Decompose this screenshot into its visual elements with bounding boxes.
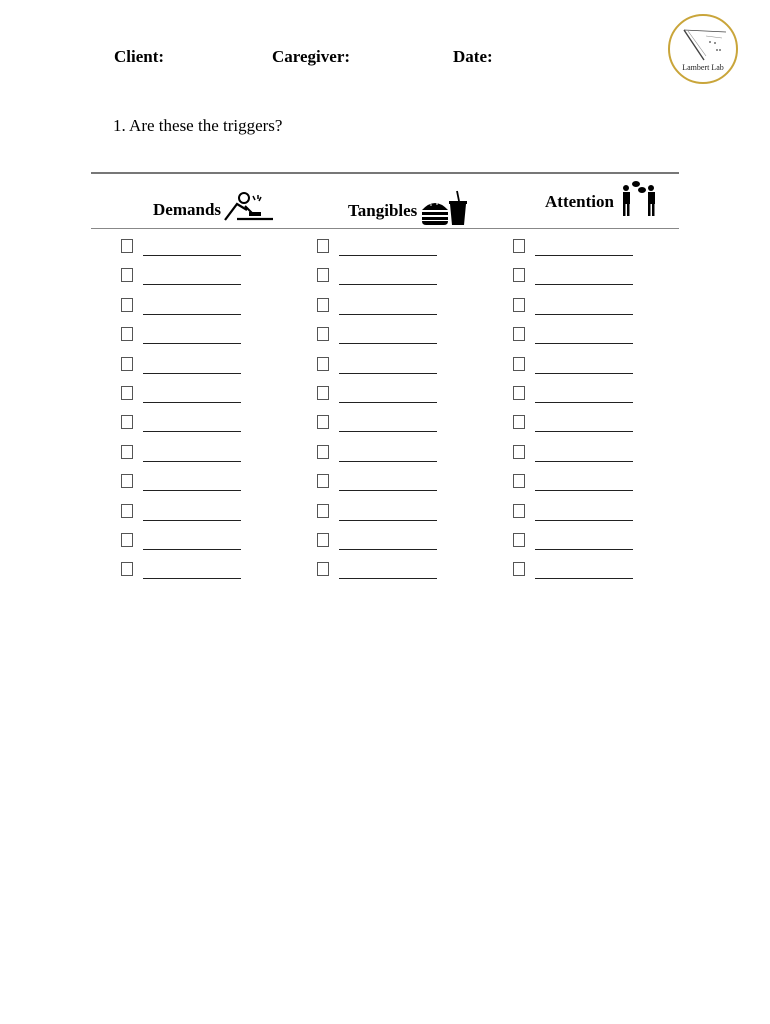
demands-trigger-blank-line[interactable] bbox=[143, 255, 241, 256]
demands-trigger-row bbox=[121, 445, 261, 474]
tangibles-trigger-checkbox[interactable] bbox=[317, 533, 329, 547]
demands-trigger-row bbox=[121, 504, 261, 533]
tangibles-trigger-checkbox[interactable] bbox=[317, 445, 329, 459]
attention-trigger-row bbox=[513, 562, 653, 591]
demands-trigger-checkbox[interactable] bbox=[121, 386, 133, 400]
tangibles-trigger-checkbox[interactable] bbox=[317, 415, 329, 429]
demands-trigger-blank-line[interactable] bbox=[143, 343, 241, 344]
attention-trigger-blank-line[interactable] bbox=[535, 314, 633, 315]
demands-trigger-row bbox=[121, 357, 261, 386]
tangibles-trigger-blank-line[interactable] bbox=[339, 284, 437, 285]
demands-trigger-row bbox=[121, 533, 261, 562]
tangibles-trigger-blank-line[interactable] bbox=[339, 461, 437, 462]
tangibles-trigger-blank-line[interactable] bbox=[339, 578, 437, 579]
attention-trigger-blank-line[interactable] bbox=[535, 431, 633, 432]
demands-trigger-row bbox=[121, 327, 261, 356]
attention-trigger-row bbox=[513, 357, 653, 386]
demands-trigger-row bbox=[121, 415, 261, 444]
demands-trigger-checkbox[interactable] bbox=[121, 445, 133, 459]
demands-trigger-blank-line[interactable] bbox=[143, 461, 241, 462]
tangibles-trigger-row bbox=[317, 562, 457, 591]
attention-trigger-blank-line[interactable] bbox=[535, 402, 633, 403]
tangibles-trigger-checkbox[interactable] bbox=[317, 357, 329, 371]
tangibles-label: Tangibles bbox=[348, 200, 418, 220]
attention-trigger-checkbox[interactable] bbox=[513, 357, 525, 371]
attention-trigger-checkbox[interactable] bbox=[513, 327, 525, 341]
tangibles-header bbox=[348, 190, 469, 231]
tangibles-trigger-row bbox=[317, 474, 457, 503]
tangibles-trigger-checkbox[interactable] bbox=[317, 239, 329, 253]
demands-trigger-row bbox=[121, 562, 261, 591]
logo-graphic-icon bbox=[670, 16, 736, 82]
demands-trigger-blank-line[interactable] bbox=[143, 490, 241, 491]
attention-trigger-checkbox[interactable] bbox=[513, 386, 525, 400]
tangibles-trigger-blank-line[interactable] bbox=[339, 402, 437, 403]
tangibles-trigger-checkbox[interactable] bbox=[317, 504, 329, 518]
demands-trigger-checkbox[interactable] bbox=[121, 504, 133, 518]
demands-label: Demands bbox=[153, 199, 222, 219]
attention-trigger-list bbox=[513, 239, 653, 592]
tangibles-trigger-checkbox[interactable] bbox=[317, 562, 329, 576]
attention-trigger-checkbox[interactable] bbox=[513, 562, 525, 576]
tangibles-trigger-blank-line[interactable] bbox=[339, 255, 437, 256]
attention-trigger-checkbox[interactable] bbox=[513, 474, 525, 488]
tangibles-trigger-checkbox[interactable] bbox=[317, 268, 329, 282]
demands-trigger-row bbox=[121, 474, 261, 503]
table-top-rule bbox=[91, 172, 679, 174]
demands-trigger-checkbox[interactable] bbox=[121, 415, 133, 429]
attention-trigger-row bbox=[513, 533, 653, 562]
tangibles-trigger-list bbox=[317, 239, 457, 592]
tangibles-trigger-row bbox=[317, 533, 457, 562]
demands-trigger-checkbox[interactable] bbox=[121, 268, 133, 282]
demands-trigger-checkbox[interactable] bbox=[121, 357, 133, 371]
attention-trigger-checkbox[interactable] bbox=[513, 415, 525, 429]
attention-trigger-checkbox[interactable] bbox=[513, 239, 525, 253]
tangibles-trigger-checkbox[interactable] bbox=[317, 327, 329, 341]
tangibles-trigger-blank-line[interactable] bbox=[339, 490, 437, 491]
demands-trigger-checkbox[interactable] bbox=[121, 239, 133, 253]
tangibles-trigger-row bbox=[317, 415, 457, 444]
demands-trigger-blank-line[interactable] bbox=[143, 431, 241, 432]
attention-label: Attention bbox=[545, 191, 614, 211]
demands-header bbox=[153, 190, 277, 229]
tangibles-trigger-row bbox=[317, 298, 457, 327]
attention-header bbox=[545, 180, 658, 223]
demands-trigger-row bbox=[121, 298, 261, 327]
attention-trigger-row bbox=[513, 327, 653, 356]
attention-trigger-row bbox=[513, 298, 653, 327]
attention-trigger-blank-line[interactable] bbox=[535, 520, 633, 521]
demands-trigger-checkbox[interactable] bbox=[121, 298, 133, 312]
attention-trigger-checkbox[interactable] bbox=[513, 533, 525, 547]
attention-trigger-row bbox=[513, 504, 653, 533]
tangibles-trigger-row bbox=[317, 386, 457, 415]
client-label: Client: bbox=[114, 47, 165, 66]
tangibles-trigger-blank-line[interactable] bbox=[339, 431, 437, 432]
attention-trigger-checkbox[interactable] bbox=[513, 445, 525, 459]
attention-trigger-blank-line[interactable] bbox=[535, 549, 633, 550]
demands-trigger-row bbox=[121, 386, 261, 415]
demands-trigger-blank-line[interactable] bbox=[143, 578, 241, 579]
attention-trigger-row bbox=[513, 415, 653, 444]
tangibles-trigger-blank-line[interactable] bbox=[339, 314, 437, 315]
lambert-lab-logo bbox=[668, 14, 738, 84]
tangibles-trigger-blank-line[interactable] bbox=[339, 520, 437, 521]
tangibles-trigger-blank-line[interactable] bbox=[339, 549, 437, 550]
caregiver-label: Caregiver: bbox=[272, 47, 351, 66]
demands-trigger-checkbox[interactable] bbox=[121, 562, 133, 576]
attention-trigger-blank-line[interactable] bbox=[535, 255, 633, 256]
attention-trigger-blank-line[interactable] bbox=[535, 461, 633, 462]
tangibles-trigger-blank-line[interactable] bbox=[339, 373, 437, 374]
demands-trigger-blank-line[interactable] bbox=[143, 402, 241, 403]
demands-trigger-blank-line[interactable] bbox=[143, 549, 241, 550]
tangibles-trigger-row bbox=[317, 239, 457, 268]
date-label: Date: bbox=[453, 47, 493, 66]
demands-trigger-blank-line[interactable] bbox=[143, 520, 241, 521]
demands-trigger-list bbox=[121, 239, 261, 592]
attention-trigger-checkbox[interactable] bbox=[513, 504, 525, 518]
tangibles-trigger-row bbox=[317, 504, 457, 533]
attention-trigger-row bbox=[513, 386, 653, 415]
demands-trigger-checkbox[interactable] bbox=[121, 327, 133, 341]
burger-and-drink-icon bbox=[419, 190, 469, 231]
tangibles-trigger-row bbox=[317, 445, 457, 474]
attention-trigger-blank-line[interactable] bbox=[535, 284, 633, 285]
tangibles-trigger-row bbox=[317, 268, 457, 297]
demands-trigger-row bbox=[121, 239, 261, 268]
tangibles-trigger-checkbox[interactable] bbox=[317, 298, 329, 312]
attention-trigger-blank-line[interactable] bbox=[535, 343, 633, 344]
demands-trigger-blank-line[interactable] bbox=[143, 314, 241, 315]
tangibles-trigger-checkbox[interactable] bbox=[317, 386, 329, 400]
attention-trigger-blank-line[interactable] bbox=[535, 490, 633, 491]
tangibles-trigger-row bbox=[317, 357, 457, 386]
attention-trigger-checkbox[interactable] bbox=[513, 298, 525, 312]
attention-trigger-row bbox=[513, 268, 653, 297]
attention-trigger-row bbox=[513, 474, 653, 503]
attention-trigger-row bbox=[513, 239, 653, 268]
person-at-desk-icon bbox=[223, 190, 277, 229]
attention-trigger-blank-line[interactable] bbox=[535, 578, 633, 579]
demands-trigger-blank-line[interactable] bbox=[143, 284, 241, 285]
attention-trigger-row bbox=[513, 445, 653, 474]
two-people-talking-icon bbox=[622, 180, 658, 223]
demands-trigger-row bbox=[121, 268, 261, 297]
tangibles-trigger-row bbox=[317, 327, 457, 356]
attention-trigger-checkbox[interactable] bbox=[513, 268, 525, 282]
demands-trigger-checkbox[interactable] bbox=[121, 533, 133, 547]
tangibles-trigger-blank-line[interactable] bbox=[339, 343, 437, 344]
attention-trigger-blank-line[interactable] bbox=[535, 373, 633, 374]
demands-trigger-checkbox[interactable] bbox=[121, 474, 133, 488]
logo-wordmark: Lambert Lab bbox=[682, 63, 724, 72]
tangibles-trigger-checkbox[interactable] bbox=[317, 474, 329, 488]
question-text: 1. Are these the triggers? bbox=[113, 116, 283, 135]
demands-trigger-blank-line[interactable] bbox=[143, 373, 241, 374]
